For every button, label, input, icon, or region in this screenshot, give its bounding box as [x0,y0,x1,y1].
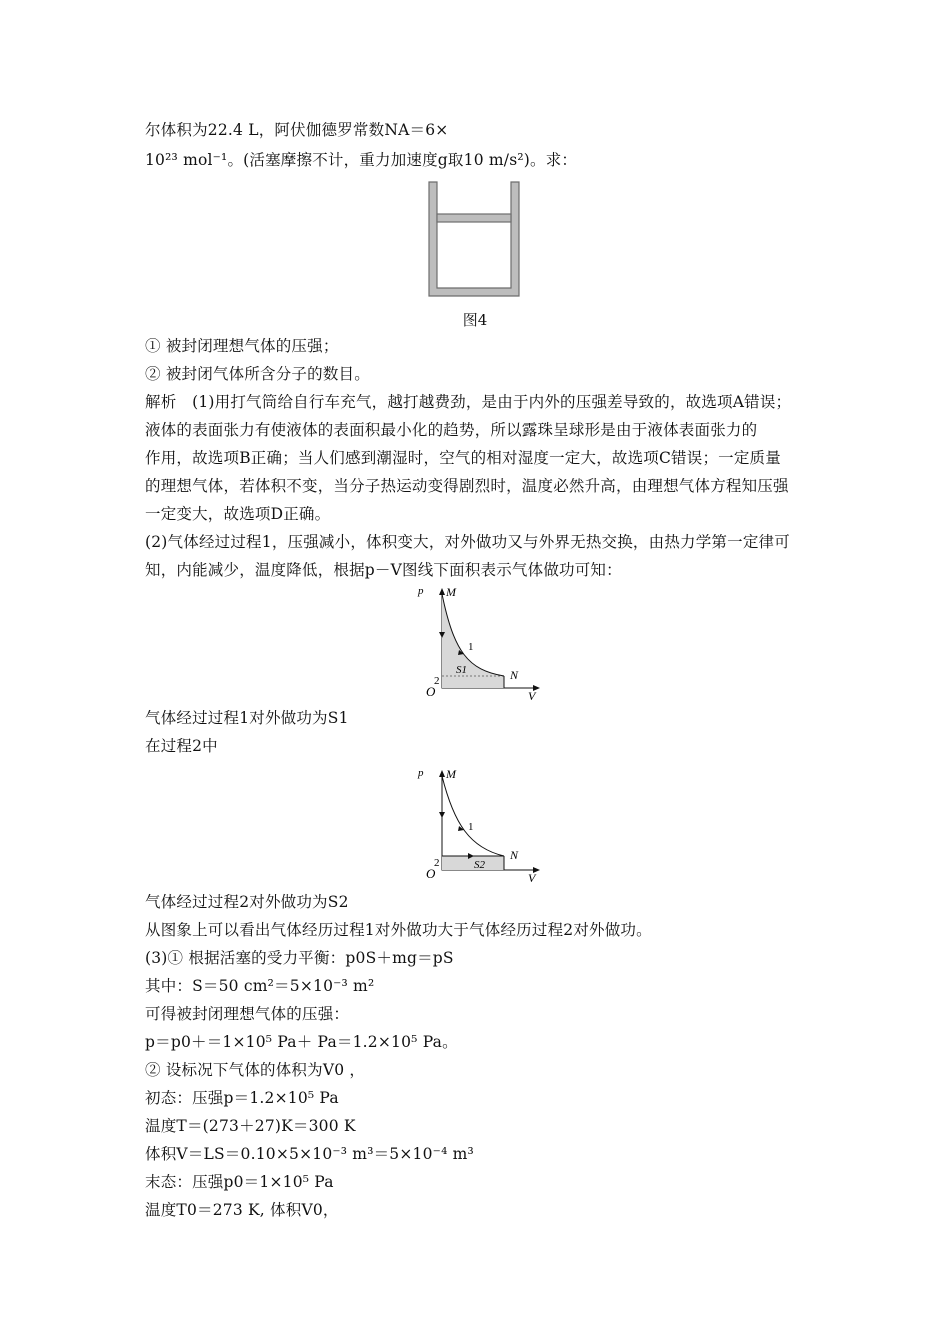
text-line: 体积V＝LS＝0.10×5×10⁻³ m³＝5×10⁻⁴ m³ [145,1145,474,1163]
area-label: S1 [456,664,467,676]
text-line: 作用，故选项B正确；当人们感到潮湿时，空气的相对湿度一定大，故选项C错误；一定质量 [145,449,781,467]
text-line: 末态：压强p0＝1×10⁵ Pa [145,1173,334,1191]
path-process-2 [442,776,504,856]
axis-label-p: p [418,767,424,779]
text-line: 其中：S＝50 cm²＝5×10⁻³ m² [145,977,375,995]
text-line: p＝p0＋＝1×10⁵ Pa＋ Pa＝1.2×10⁵ Pa。 [145,1033,458,1051]
pv-graph-process-2 [410,764,550,884]
text-line: 气体经过过程1对外做功为S1 [145,709,349,727]
process-2-label: 2 [434,675,440,687]
text-line: 温度T0＝273 K, 体积V0， [145,1201,339,1219]
point-n-label: N [510,668,519,682]
text-line: 知，内能减少，温度降低，根据p－V图线下面积表示气体做功可知： [145,561,622,579]
origin-label: O [426,866,436,881]
axis-label-v: V [528,689,536,702]
text-line: 的理想气体，若体积不变，当分子热运动变得剧烈时，温度必然升高，由理想气体方程知压强 [145,477,789,495]
pv-graph-process-1 [410,582,550,702]
axes [442,772,538,870]
text-line: 尔体积为22.4 L，阿伏伽德罗常数NA＝6× [145,121,449,139]
process-1-label: 1 [468,641,474,653]
text-line: 液体的表面张力有使液体的表面积最小化的趋势，所以露珠呈球形是由于液体表面张力的 [145,421,758,439]
text-line: (3)① 根据活塞的受力平衡：p0S＋mg＝pS [145,949,454,967]
text-line: ① 被封闭理想气体的压强； [145,337,339,355]
point-m-label: M [446,585,456,599]
text-line: 解析 (1)用打气筒给自行车充气，越打越费劲，是由于内外的压强差导致的，故选项A错误； [145,393,792,411]
text-line: ② 被封闭气体所含分子的数目。 [145,365,370,383]
curve-process-1 [442,776,504,856]
text-line: 10²³ mol⁻¹。(活塞摩擦不计，重力加速度g取10 m/s²)。求： [145,151,578,169]
text-line: 初态：压强p＝1.2×10⁵ Pa [145,1089,339,1107]
text-line: 一定变大，故选项D正确。 [145,505,331,523]
piston [437,214,511,222]
axis-label-v: V [528,871,536,884]
figure-caption: 图4 [462,311,488,329]
text-line: 可得被封闭理想气体的压强： [145,1005,350,1023]
origin-label: O [426,684,436,699]
text-line: 温度T＝(273＋27)K＝300 K [145,1117,356,1135]
axis-label-p: p [418,585,424,597]
process-2-label: 2 [434,857,440,869]
text-line: 气体经过过程2对外做功为S2 [145,893,349,911]
figure-4-vessel [425,180,525,300]
text-line: (2)气体经过过程1，压强减小，体积变大，对外做功又与外界无热交换，由热力学第一定律可 [145,533,790,551]
point-n-label: N [510,848,519,862]
point-m-label: M [446,767,456,781]
area-s2 [442,856,504,870]
text-line: ② 设标况下气体的体积为V0 ， [145,1061,366,1079]
text-line: 从图象上可以看出气体经历过程1对外做功大于气体经历过程2对外做功。 [145,921,652,939]
process-1-label: 1 [468,821,474,833]
text-line: 在过程2中 [145,737,218,755]
area-label: S2 [474,859,485,871]
